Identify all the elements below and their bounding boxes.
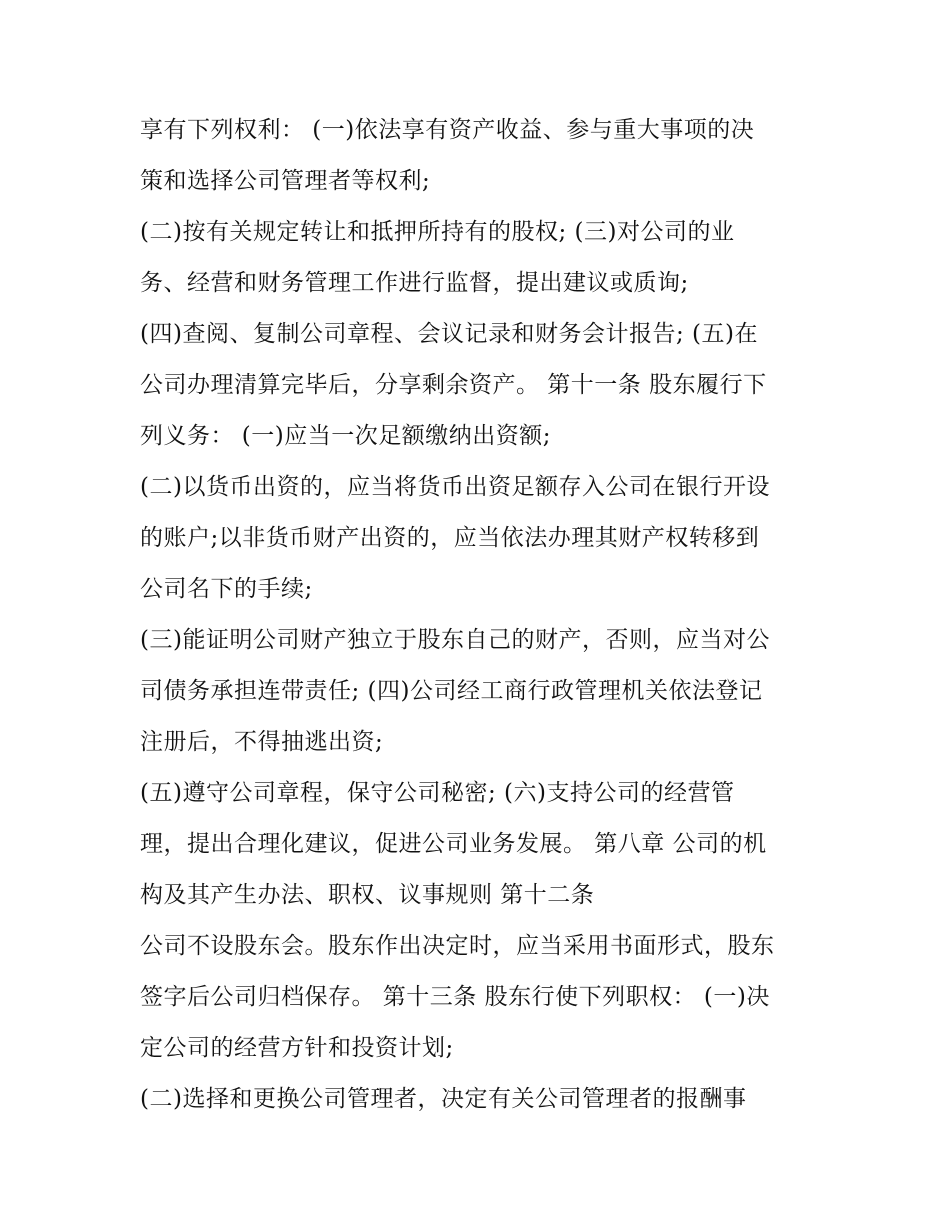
text-line: 签字后公司归档保存。 第十三条 股东行使下列职权： (一)决 [140,984,770,1010]
text-line: 公司办理清算完毕后，分享剩余资产。 第十一条 股东履行下 [140,372,767,398]
text-line: 列义务： (一)应当一次足额缴纳出资额; [140,423,552,449]
text-line: 构及其产生办法、职权、议事规则 第十二条 [140,882,595,908]
text-line: (二)以货币出资的，应当将货币出资足额存入公司在银行开设 [140,474,770,500]
text-line: 策和选择公司管理者等权利; [140,168,431,194]
text-line: 务、经营和财务管理工作进行监督，提出建议或质询; [140,270,689,296]
text-line: 注册后，不得抽逃出资; [140,729,384,755]
text-line: 公司名下的手续; [140,576,313,602]
text-line: 定公司的经营方针和投资计划; [140,1035,454,1061]
text-line: 公司不设股东会。股东作出决定时，应当采用书面形式，股东 [140,933,775,959]
text-line: (五)遵守公司章程，保守公司秘密; (六)支持公司的经营管 [140,780,735,806]
text-line: (二)选择和更换公司管理者，决定有关公司管理者的报酬事 [140,1086,747,1112]
text-line: 享有下列权利： (一)依法享有资产收益、参与重大事项的决 [140,117,755,143]
text-line: (二)按有关规定转让和抵押所持有的股权; (三)对公司的业 [140,219,735,245]
text-line: (四)查阅、复制公司章程、会议记录和财务会计报告; (五)在 [140,321,758,347]
text-line: 司债务承担连带责任; (四)公司经工商行政管理机关依法登记 [140,678,763,704]
text-line: (三)能证明公司财产独立于股东自己的财产，否则，应当对公 [140,627,770,653]
document-body [140,105,820,1125]
text-line: 的账户;以非货币财产出资的，应当依法办理其财产权转移到 [140,525,760,551]
text-line: 理，提出合理化建议，促进公司业务发展。 第八章 公司的机 [140,831,767,857]
